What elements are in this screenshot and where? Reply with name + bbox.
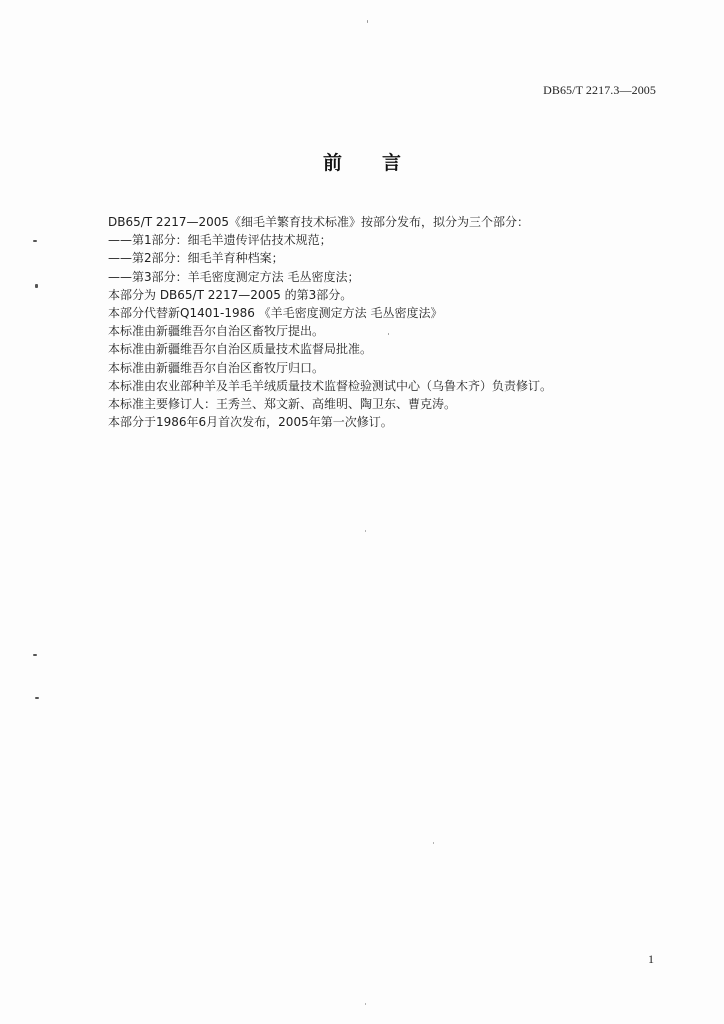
- paragraph-line: ——第3部分：羊毛密度测定方法 毛丛密度法；: [108, 269, 360, 284]
- scan-speck: [365, 530, 366, 532]
- foreword-body: [108, 213, 628, 431]
- paragraph-line: 本标准由新疆维吾尔自治区质量技术监督局批准。: [108, 342, 373, 357]
- paragraph-line: 本标准由农业部种羊及羊毛羊绒质量技术监督检验测试中心（乌鲁木齐）负责修订。: [108, 378, 553, 393]
- page-number: 1: [648, 952, 654, 966]
- paragraph-line: 本部分于1986年6月首次发布，2005年第一次修订。: [108, 415, 393, 430]
- scan-speck: [33, 240, 37, 242]
- paragraph-line: 本标准由新疆维吾尔自治区畜牧厅归口。: [108, 360, 325, 375]
- scan-speck: [365, 1003, 366, 1005]
- scan-speck: [367, 20, 368, 23]
- paragraph-line: DB65/T 2217—2005《细毛羊繁育技术标准》按部分发布，拟分为三个部分：: [108, 215, 530, 229]
- paragraph-line: ——第1部分：细毛羊遗传评估技术规范；: [108, 233, 332, 248]
- scan-speck: [35, 697, 39, 699]
- paragraph-line: 本部分代替新Q1401-1986 《羊毛密度测定方法 毛丛密度法》: [108, 306, 443, 321]
- paragraph-line: 本标准由新疆维吾尔自治区畜牧厅提出。: [108, 324, 325, 339]
- paragraph-line: ——第2部分：细毛羊育种档案；: [108, 251, 284, 266]
- scan-speck: [33, 654, 37, 656]
- paragraph-line: 本标准主要修订人：王秀兰、郑文新、高维明、陶卫东、曹克涛。: [108, 397, 457, 412]
- document-code: DB65/T 2217.3—2005: [543, 83, 656, 97]
- paragraph-line: 本部分为 DB65/T 2217—2005 的第3部分。: [108, 287, 353, 302]
- scan-speck: [35, 284, 38, 288]
- section-title: 前言: [322, 152, 441, 174]
- scan-speck: [388, 333, 389, 335]
- scan-speck: [433, 842, 434, 844]
